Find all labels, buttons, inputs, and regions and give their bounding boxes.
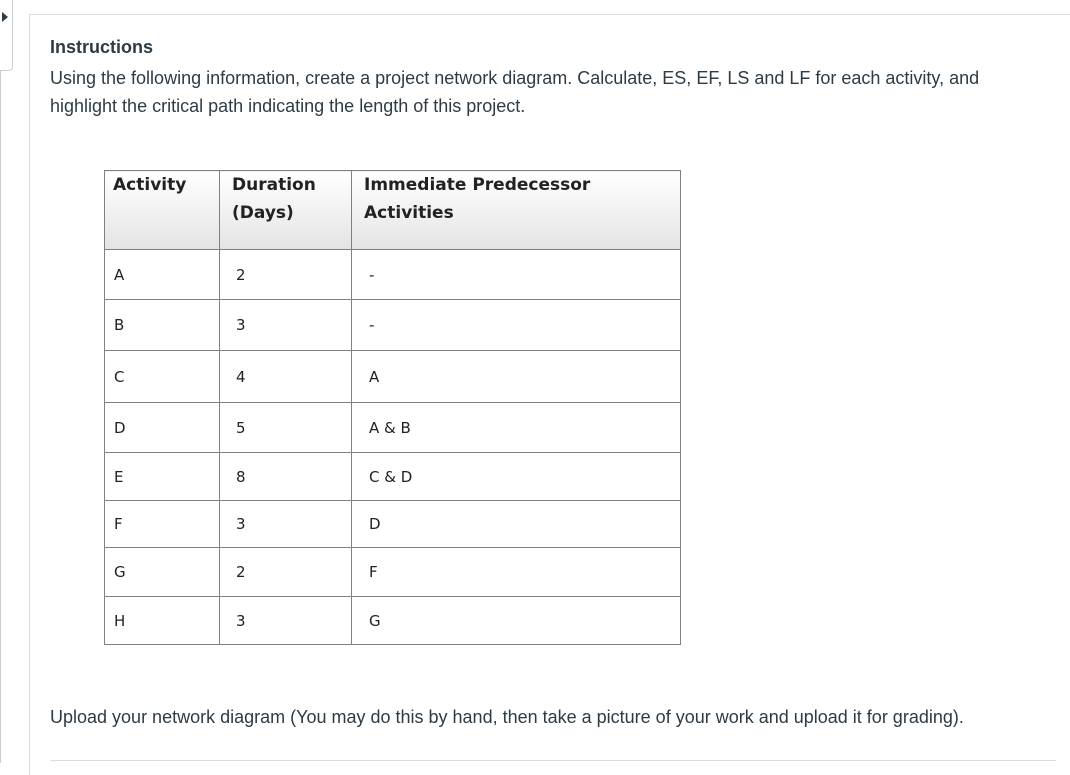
table-row [105, 351, 681, 403]
predecessor-cell: F [352, 548, 681, 597]
header-duration-line1: Duration [232, 175, 316, 195]
table-row [105, 300, 681, 351]
predecessor-cell: - [352, 300, 681, 351]
activity-cell: B [105, 300, 220, 351]
activity-cell: A [105, 250, 220, 300]
header-duration-line2: (Days) [232, 203, 294, 223]
duration-cell: 3 [220, 597, 352, 645]
sidebar-toggle[interactable] [0, 0, 13, 71]
activity-cell: F [105, 501, 220, 548]
predecessor-cell: A & B [352, 403, 681, 453]
header-activity-label: Activity [113, 175, 187, 195]
predecessor-cell: C & D [352, 453, 681, 501]
predecessor-cell: G [352, 597, 681, 645]
divider [50, 760, 1056, 761]
duration-cell: 2 [220, 548, 352, 597]
header-duration [220, 171, 352, 250]
instructions-heading: Instructions [50, 37, 154, 57]
duration-cell: 3 [220, 300, 352, 351]
predecessor-cell: - [352, 250, 681, 300]
table-row [105, 501, 681, 548]
activity-cell: H [105, 597, 220, 645]
table-row [105, 597, 681, 645]
activity-cell: C [105, 351, 220, 403]
duration-cell: 3 [220, 501, 352, 548]
activity-cell: E [105, 453, 220, 501]
activity-cell: D [105, 403, 220, 453]
duration-cell: 8 [220, 453, 352, 501]
header-predecessors-line1: Immediate Predecessor [364, 175, 591, 195]
header-predecessors-line2: Activities [364, 203, 454, 223]
instructions-text: Using the following information, create a project network diagram. Calculate, ES, EF, LS and LF for each activity, and highlight the critical path indicating the length of this project. [50, 68, 980, 116]
header-predecessors [352, 171, 681, 250]
activity-table [104, 170, 681, 645]
header-activity [105, 171, 220, 250]
upload-instructions: Upload your network diagram (You may do this by hand, then take a picture of your work and upload it for grading). [50, 707, 964, 727]
table-row [105, 453, 681, 501]
table-row [105, 403, 681, 453]
table-row [105, 250, 681, 300]
table-row [105, 548, 681, 597]
duration-cell: 5 [220, 403, 352, 453]
predecessor-cell: A [352, 351, 681, 403]
duration-cell: 4 [220, 351, 352, 403]
activity-cell: G [105, 548, 220, 597]
table-header-row [105, 171, 681, 250]
page-left-border [0, 0, 1, 763]
caret-right-icon [2, 12, 8, 22]
predecessor-cell: D [352, 501, 681, 548]
duration-cell: 2 [220, 250, 352, 300]
